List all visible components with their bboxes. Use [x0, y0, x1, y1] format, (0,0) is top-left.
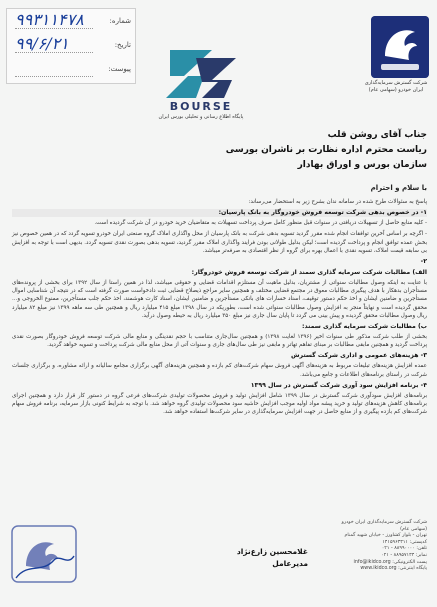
section-3-title: ۳- هزینه‌های عمومی و اداری شرکت گسترش — [290, 352, 427, 360]
section-1-paragraph-2: - اگرچه بر اساس آخرین توافقات انجام شده مقرر گردید تسویه بدهی شرکت به بانک پارسیان از محل واگذاری املاک گروه صنعتی ایران خودرو تسویه گردد که در همین خصوص نیز بخش عمده توافق انجام و پرداخت گردیده است؛ لیکن بدلیل طولانی بودن فرایند واگذاری املاک مقرر گردید، تسویه بدهی بصورت نقدی تسویه گردد. بدیهی است با توجه به افزایش بی سابقه قیمت املاک، تسویه نقدی با اعمال بهره برای گروه از نظر اقتصادی به صرفه‌تر میباشد. — [12, 231, 427, 254]
company-logo-icon — [371, 16, 429, 78]
date-label: تاریخ: — [114, 41, 131, 49]
intro-paragraph: پاسخ به سئوالات طرح شده در سامانه ندان بشرح زیر به استحضار می‌رساند: — [248, 199, 427, 205]
attachment-label: پیوست: — [108, 65, 131, 73]
addressee-line2: ریاست محترم اداره نظارت بر ناشران بورسی — [225, 145, 427, 155]
date-row — [11, 34, 131, 55]
bourse-logo-subtitle: پایگاه اطلاع رسانی و تحلیلی بورس ایران — [158, 114, 244, 120]
number-underline — [15, 28, 93, 29]
attachment-underline — [15, 76, 93, 77]
company-logo-subtitle — [361, 80, 431, 94]
addressee-block — [187, 128, 427, 173]
footer-line7: پایگاه اینترنتی: www.ikidco.org — [360, 566, 427, 572]
signatory-name: غلامحسین زارع‌نژاد — [236, 547, 308, 556]
section-2a-title: الف) مطالبات شرکت سرمایه گذاری سمند از شرکت توسعه فروش خودروگار: — [191, 269, 427, 277]
number-label: شماره: — [109, 17, 131, 25]
footer-contact — [335, 520, 427, 573]
letter-number-box — [6, 8, 136, 84]
section-3-paragraph: عمده افزایش هزینه‌های تبلیغات مربوط به هزینه‌های آگهی فروش سهام شرکت‌های کم بازده و همچنین هزینه‌های آگهی برگزاری مجامع سالیانه و ارائه مشاوره، و برگزاری جلسات شرکت در راستای برنامه‌های اطلاعات و جامع می‌باشد. — [12, 363, 427, 378]
footer-line4: تلفن: ۸۸۹۹۰۰۰۰ - ۰۲۱ — [381, 546, 427, 552]
greeting: با سلام و احترام — [370, 184, 427, 192]
company-logo-subtitle-line2: ایران خودرو (سهامی عام) — [368, 87, 424, 93]
date-underline — [15, 52, 93, 53]
section-1-title: ۱- در خصوص بدهی شرکت توسعه فروش خودروگار به بانک پارسیان: — [12, 209, 427, 217]
section-2b-paragraph: بخشی از طلب شرکت مذکور طی سنوات اخیر (۱۳۹۶ لغایت ۱۳۹۸) و همچنین سال‌جاری متناسب با حجم نقدینگی و منابع مالی شرکت توسعه فروش خودروگار بصورت نقدی پرداخت گردید و همچنین مابقی مطالبات بر مبنای تفاهم تهاتر و مابقی نیز طی سال‌های جاری و سنوات آتی از محل منابع مالی شرکت پرداخت و تسویه خواهد گردید. — [12, 334, 427, 349]
section-2-title: ۲- — [420, 258, 427, 266]
section-2a-paragraph: با عنایت به اینکه وصول مطالبات سنواتی از مشتریان، بدلیل ماهیت آن مستلزم اقدامات قضایی و حقوقی میباشد، لذا در همین راستا از سال ۱۳۹۲ برای بخشی از پرونده‌های مستأجران بدهکار با هدف پیگیری مطالبات معوق در مجتمع قضایی مختلف و همچنین سایر مراجع ذیصلاح قضایی ثبت دادخواست صورت گرفته است که در نتیجه آن شناسایی اموال مستأجرین و ضامنین ایشان و اخذ حکم دستور توقیف، اسناد خسارات های بانکی مستأجرین و ضامنین ایشان، اسناد کارت هوشمند، اخذ حکم جلب مستأجرین، ممنوع الخروجی و... محقق گردیده است و نهایتاً منجر به افزایش وصول مطالبات سنواتی شده است، بطوریکه در سال ۱۳۹۸ مبلغ ۴۱۵ میلیارد ریال و همچنین طی سه ماهه ۱۳۹۹ نیز مبلغ ۸۲ میلیارد ریال وصول مطالبات محقق گردیده و پیش بینی می گردد تا پایان سال جاری نیز مبلغ ۳۵۰ میلیارد ریال به حیطه وصول درآید. — [12, 280, 428, 319]
number-row — [11, 10, 131, 31]
footer-line1: شرکت گسترش سرمایه‌گذاری ایران خودرو (سهامی عام) — [341, 520, 427, 532]
addressee-line1: جناب آقای روشن قلب — [327, 130, 427, 140]
attachment-row — [11, 61, 131, 79]
footer-line3: کدپستی: ۱۴۱۵۹۶۳۳۱۱ — [382, 539, 427, 545]
footer-line2: تهران - بلوار کشاورز - خیابان شهید گمنام — [344, 533, 427, 539]
company-logo-subtitle-line1: شرکت گسترش سرمایه‌گذاری — [364, 80, 428, 86]
section-4-title: ۴- برنامه افزایش سود آوری شرکت گسترش در سال ۱۳۹۹ — [250, 381, 427, 389]
date-value: ۹۹/۶/۲۱ — [15, 34, 69, 53]
company-stamp-icon — [8, 522, 80, 586]
footer-line6: پست الکترونیکی: info@ikidco.org — [353, 559, 427, 565]
section-4-paragraph: برنامه‌های افزایش سودآوری شرکت گسترش در سال ۱۳۹۹ شامل افزایش تولید و فروش محصولات تولیدی شرکت‌های فرعی گروه در دستور کار قرار دارد و همچنین اجرای برنامه‌های کاهش هزینه‌های تولید و خرید پیشه مواد اولیه موجب افزایش حاشیه سود محصولات تولیدی گروه خواهد شد. با توجه به شرایط کنونی بازار سرمایه، برنامه فروش سهام شرکت‌های کم بازده پیگیری و از منابع حاصل در جهت افزایش سرمایه‌گذاری در سایر شرکت‌ها استفاده خواهد شد. — [12, 392, 428, 416]
footer-line5: نمابر: ۸۸۹۵۷۱۳۴ - ۰۲۱ — [381, 552, 427, 558]
number-value: ۹۹۳۱۱۴۷۸ — [15, 10, 84, 29]
signatory-title: مدیرعامل — [272, 559, 308, 568]
signature-block — [188, 546, 308, 570]
letter-body — [12, 184, 427, 419]
section-1-paragraph-1: - کلیه منابع حاصل از تسهیلات دریافتی در سنوات قبل منظور کامل صرف پرداخت تسهیلات به متقاضیان خرید خودرو در آن شرکت گردیده است. — [94, 220, 427, 227]
bourse-logo-word: BOURSE — [169, 100, 233, 113]
addressee-line3: سازمان بورس و اوراق بهادار — [297, 160, 427, 170]
section-2b-title: ب) مطالبات شرکت سرمایه گذاری سمند: — [302, 323, 427, 331]
